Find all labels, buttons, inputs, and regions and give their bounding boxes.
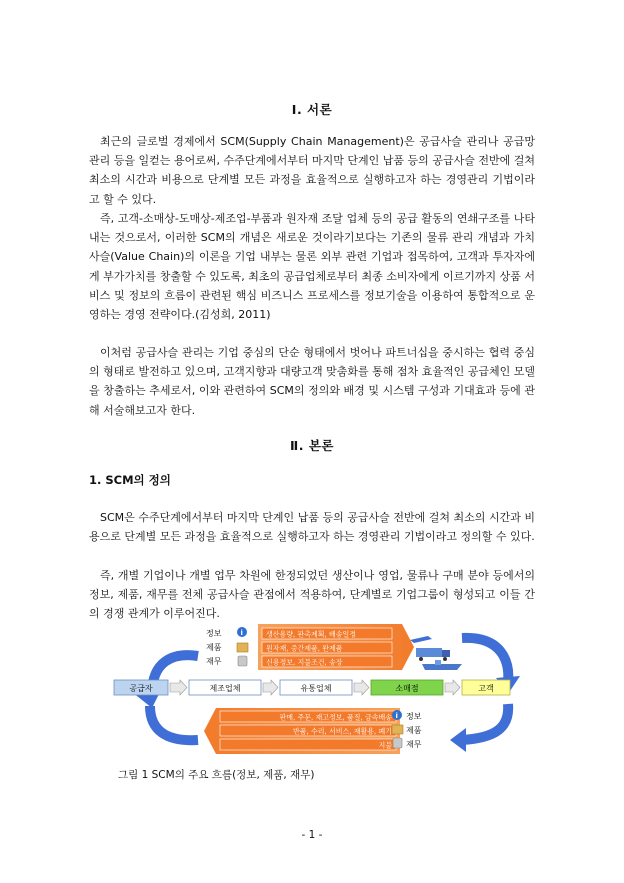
legend-top-product-label: 제품 <box>206 643 222 652</box>
flow-top-info-text: 생산용량, 판촉계획, 배송일정 <box>266 630 357 639</box>
legend-bottom-product-label: 제품 <box>406 726 422 735</box>
flow-bottom-finance-text: 지불 <box>378 741 392 750</box>
legend-bottom-info-label: 정보 <box>406 712 422 721</box>
logistics-transport-image <box>410 636 462 670</box>
intro-paragraph-2: 즉, 고객-소매상-도매상-제조업-부품과 원자재 조달 업체 등의 공급 활동의 연쇄구조를 나타내는 것으로서, 이러한 SCM의 개념은 새로운 것이라기보다는 기존의 물류 관리 개념과 가치사슬(Value Chain)의 이론을 기업 내부는 물론 외부 관련 기업과 접목하여, 고객과 투자자에게 부가가치를 창출할 수 있도록, 최초의 공급업체로부터 최종 소비자에게 이르기까지 상품 서비스 및 정보의 흐름이 관련된 핵심 비즈니스 프로세스를 정보기술을 이용하여 통합적으로 운영하는 경영 전략이다.(김성희, 2011) <box>89 212 535 322</box>
figure-caption: 그림 1 SCM의 주요 흐름(정보, 제품, 재무) <box>118 769 315 781</box>
legend-bottom <box>392 710 422 749</box>
legend-bottom-finance-label: 재무 <box>406 740 422 749</box>
supply-chain-nodes <box>114 680 510 695</box>
product-box-icon <box>237 643 248 652</box>
svg-text:고객: 고객 <box>478 684 494 693</box>
flow-bottom-product-text: 반품, 수리, 서비스, 재활용, 폐기 <box>293 727 392 736</box>
curved-arrow-left-bottom <box>150 706 198 740</box>
flow-top-product-text: 원자재, 중간제품, 완제품 <box>266 644 343 653</box>
svg-text:제조업체: 제조업체 <box>209 684 241 693</box>
section-heading-body: Ⅱ. 본론 <box>290 438 334 453</box>
scm-flow-figure <box>110 622 530 762</box>
svg-text:i: i <box>240 629 243 637</box>
finance-calculator-icon <box>393 738 402 748</box>
body-paragraph-1: SCM은 수주단계에서부터 마지막 단계인 납품 등의 공급사슬 전반에 걸쳐 최소의 시간과 비용으로 단계별 모든 과정을 효율적으로 실행하고자 하는 경영관리 기법이라고 정의할 수 있다. <box>89 511 535 544</box>
svg-text:공급자: 공급자 <box>129 684 153 693</box>
subsection-heading-scm-definition: 1. SCM의 정의 <box>89 473 171 487</box>
page-number: - 1 - <box>301 829 323 841</box>
legend-top-finance-label: 재무 <box>206 657 222 666</box>
legend-top-info-label: 정보 <box>206 629 222 638</box>
svg-text:유통업체: 유통업체 <box>300 684 332 693</box>
body-paragraph-2: 즉, 개별 기업이나 개별 업무 차원에 한정되었던 생산이나 영업, 물류나 구매 분야 등에서의 정보, 제품, 재무를 전체 공급사슬 관점에서 적용하여, 단계별로 기업그룹이 형성되고 이들 간의 경쟁 관계가 이루어진다. <box>89 569 535 621</box>
flow-bottom-info-text: 판매, 주문, 재고정보, 품질, 급속배송 <box>279 713 392 722</box>
intro-paragraph-3: 이처럼 공급사슬 관리는 기업 중심의 단순 형태에서 벗어나 파트너십을 중시하는 협력 중심의 형태로 발전하고 있으며, 고객지향과 대량고객 맞춤화를 통해 점차 효율적인 공급체인 모델을 창출하는 추세로서, 이와 관련하여 SCM의 정의와 배경 및 시스템 구성과 기대효과 등에 관해 서술해보고자 한다. <box>89 346 535 417</box>
svg-text:소매점: 소매점 <box>395 684 419 693</box>
finance-calculator-icon <box>238 656 247 666</box>
curved-arrow-right-top <box>462 638 508 682</box>
curved-arrow-right-bottom <box>462 704 508 740</box>
legend-top <box>206 627 248 666</box>
product-box-icon <box>392 725 403 734</box>
intro-paragraph-1: 최근의 글로벌 경제에서 SCM(Supply Chain Management)은 공급사슬 관리나 공급망 관리 등을 일컫는 용어로써, 수주단계에서부터 마지막 단계인 납품 등의 공급사슬 전반에 걸쳐 최소의 시간과 비용으로 단계별 모든 과정을 효율적으로 실행하고자 하는 경영관리 기법이라고 할 수 있다. <box>89 135 535 206</box>
svg-text:i: i <box>395 712 398 720</box>
flow-top-finance-text: 신용정보, 지불조건, 송장 <box>266 658 343 667</box>
section-heading-intro: Ⅰ. 서론 <box>291 102 333 117</box>
